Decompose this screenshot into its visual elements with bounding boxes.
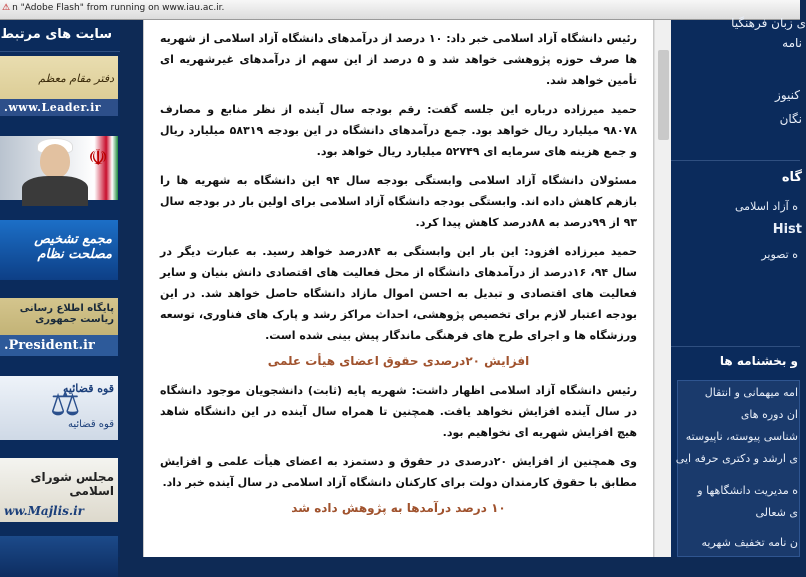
article-body <box>144 20 653 515</box>
circulars-heading: و بخشنامه ها <box>719 354 798 368</box>
circular-link[interactable]: ن نامه تخفیف شهریه <box>701 536 798 549</box>
majlis-banner[interactable]: مجلس شورای اسلامی ww.Majlis.ir <box>0 458 118 522</box>
article-subheading: افزایش ۲۰درصدی حقوق اعضای هیأت علمی <box>267 354 530 368</box>
circular-link[interactable]: ه مدیریت دانشگاهها و <box>697 484 798 497</box>
flash-bar-message: n "Adobe Flash" from running on www.iau.ac.ir. <box>12 3 225 13</box>
related-sites-title: سایت های مرتبط <box>0 20 120 52</box>
right-link[interactable]: ه تصویر <box>761 248 798 261</box>
article-panel <box>143 20 654 557</box>
article-paragraph: وی همچنین از افزایش ۲۰درصدی در حقوق و دستمزد به اعضای هیأت علمی و افزایش مطابق با حقوق کارمندان دولت برای کارکنان دانشگاه آزاد اسلامی در سال آینده خبر داد. <box>160 455 637 489</box>
leader-banner[interactable]: دفتر مقام معظم .www.Leader.ir <box>0 56 118 116</box>
scrollbar-thumb[interactable] <box>658 50 669 140</box>
warning-icon: ⚠ <box>2 3 11 13</box>
right-link[interactable]: نامه <box>782 36 802 50</box>
article-paragraph: حمید میرزاده افزود: این بار این وابستگی به ۸۴درصد خواهد رسید. به عبارت دیگر در سال ۹۴، ۱۶درصد از درآمدهای دانشگاه از محل فعالیت های اقتصادی دانش بنیان و سایر فعالیت های اقتصادی و تبدیل به احسن اموال مازاد دانشگاه حاصل خواهد شد. در این بودجه اعتبار لازم برای تخصیص پژوهشی، احداث مراکز رشد و پارک های فناوری، توسعه ورزشگاه ها و اجرای طرح های فرهنگی ماندگار پیش بینی شده است. <box>160 245 637 342</box>
right-sidebar <box>671 16 806 557</box>
circular-link[interactable]: امه میهمانی و انتقال <box>704 386 798 399</box>
circular-link[interactable]: ی شعالی <box>755 506 798 519</box>
article-subheading: ۱۰ درصد درآمدها به پژوهش داده شد <box>291 501 506 515</box>
section-heading: گاه <box>781 170 802 185</box>
judiciary-banner[interactable]: ⚖ قوه قضائیه قوه قضائیه <box>0 376 118 440</box>
right-link[interactable]: ی زبان فرهنگیا <box>731 16 806 30</box>
extra-banner[interactable] <box>0 536 118 577</box>
article-paragraph: رئیس دانشگاه آزاد اسلامی خبر داد: ۱۰ درصد از درآمدهای دانشگاه آزاد اسلامی از شهریه ها صرف حوزه پژوهشی خواهد شد و ۵ درصد از این سهم از درآمدهای غیرشهریه ای تأمین خواهد شد. <box>160 32 637 87</box>
article-paragraph: حمید میرزاده درباره این جلسه گفت: رقم بودجه سال آینده از نظر منابع و مصارف ۹۸۰۷۸ میلیارد ریال خواهد بود. جمع درآمدهای دانشگاه در این بودجه ۵۸۳۱۹ میلیارد ریال و جمع هزینه های سرمایه ای ۵۲۷۴۹ میلیارد ریال خواهد بود. <box>160 103 637 158</box>
circular-link[interactable]: ی ارشد و دکتری حرفه ایی <box>675 452 798 465</box>
right-link[interactable]: ه آزاد اسلامی <box>735 200 798 213</box>
scales-icon: ⚖ <box>50 384 81 424</box>
left-sidebar <box>0 20 120 557</box>
right-link[interactable]: کنیوز <box>775 88 800 102</box>
portrait-banner[interactable] <box>0 136 118 200</box>
circular-link[interactable]: شناسی پیوسته، ناپیوسته <box>685 430 798 443</box>
emblem-icon: ☫ <box>88 146 108 171</box>
article-paragraph: مسئولان دانشگاه آزاد اسلامی وابستگی بودجه سال ۹۴ این دانشگاه به شهریه ها را بازهم کاهش داده اند. وابستگی بودجه دانشگاه آزاد اسلامی برای اولین بار در بودجه سال ۹۳ از ۹۹درصد به ۸۸درصد کاهش پیدا کرد. <box>160 174 637 229</box>
expediency-council-banner[interactable]: مجمع تشخیص مصلحت نظام <box>0 220 118 280</box>
circular-link[interactable]: ان دوره های <box>740 408 798 421</box>
right-link[interactable]: Hist <box>772 222 802 237</box>
page-scrollbar[interactable] <box>654 20 671 557</box>
circulars-box <box>677 380 800 557</box>
article-paragraph: رئیس دانشگاه آزاد اسلامی اظهار داشت: شهریه پایه (ثابت) دانشجویان موجود دانشگاه در سال آینده افزایش نخواهد یافت. همچنین تا همراه سال آینده در این دانشگاه شاهد هیچ افزایش شهریه ای نخواهیم بود. <box>160 384 637 439</box>
right-link[interactable]: نگان <box>779 112 802 126</box>
president-banner[interactable]: پایگاه اطلاع رسانی ریاست جمهوری .President.ir <box>0 298 118 356</box>
flash-blocked-bar[interactable] <box>0 0 800 20</box>
